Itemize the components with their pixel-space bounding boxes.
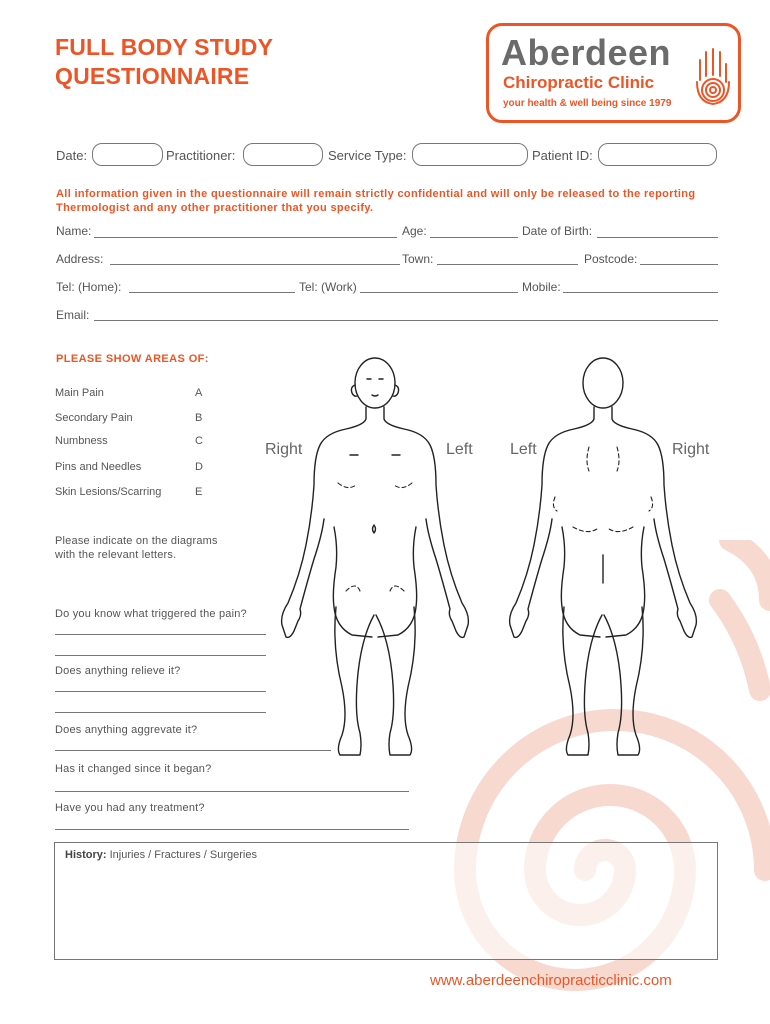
patient-id-label: Patient ID:	[532, 148, 593, 163]
answer-trigger-line-1[interactable]	[55, 634, 266, 635]
tel-work-label: Tel: (Work)	[299, 280, 357, 294]
area-label: Secondary Pain	[55, 412, 133, 424]
history-label	[65, 849, 257, 861]
answer-aggravate-line[interactable]	[55, 750, 331, 751]
dob-label: Date of Birth:	[522, 224, 593, 238]
area-row-main-pain	[55, 386, 215, 400]
email-label: Email:	[56, 308, 90, 322]
date-input[interactable]	[92, 143, 163, 166]
area-row-numbness	[55, 434, 215, 448]
area-letter: E	[195, 486, 203, 498]
question-aggravate: Does anything aggrevate it?	[55, 724, 198, 736]
logo-name: Aberdeen	[501, 32, 672, 73]
name-field[interactable]	[94, 237, 397, 238]
area-letter: C	[195, 435, 203, 447]
back-right-label: Right	[672, 441, 710, 458]
mobile-field[interactable]	[563, 292, 718, 293]
area-letter: B	[195, 412, 203, 424]
front-left-label: Left	[446, 441, 473, 458]
logo-subtitle: Chiropractic Clinic	[503, 73, 655, 92]
tel-home-field[interactable]	[129, 292, 295, 293]
question-trigger: Do you know what triggered the pain?	[55, 608, 247, 620]
history-box[interactable]	[54, 842, 718, 960]
history-label-bold: History:	[65, 849, 107, 861]
question-relieve: Does anything relieve it?	[55, 665, 181, 677]
email-field[interactable]	[94, 320, 718, 321]
age-label: Age:	[402, 224, 427, 238]
answer-treatment-line[interactable]	[55, 829, 409, 830]
address-label: Address:	[56, 252, 104, 266]
service-type-input[interactable]	[412, 143, 528, 166]
postcode-label: Postcode:	[584, 252, 638, 266]
confidentiality-notice: All information given in the questionnaire will remain strictly confidential and will only be released to the reporting Thermologist and any other practitioner that you specify.	[56, 188, 696, 214]
town-label: Town:	[402, 252, 434, 266]
answer-trigger-line-2[interactable]	[55, 655, 266, 656]
address-field[interactable]	[110, 264, 400, 265]
dob-field[interactable]	[597, 237, 718, 238]
service-type-label: Service Type:	[328, 148, 407, 163]
question-treatment: Have you had any treatment?	[55, 802, 205, 814]
title-line-2: QUESTIONNAIRE	[55, 63, 250, 89]
logo-tagline: your health & well being since 1979	[503, 98, 672, 109]
area-letter: D	[195, 461, 203, 473]
diagram-instruction-2: with the relevant letters.	[55, 549, 177, 561]
area-label: Pins and Needles	[55, 461, 142, 473]
back-body-diagram[interactable]	[505, 355, 700, 760]
history-label-rest: Injuries / Fractures / Surgeries	[106, 849, 257, 861]
hand-spiral-icon	[694, 46, 732, 108]
age-field[interactable]	[430, 237, 518, 238]
area-letter: A	[195, 387, 203, 399]
name-label: Name:	[56, 224, 92, 238]
area-row-secondary-pain	[55, 411, 215, 425]
area-row-skin-lesions	[55, 485, 215, 499]
page-title	[55, 33, 273, 91]
postcode-field[interactable]	[640, 264, 718, 265]
answer-relieve-line-1[interactable]	[55, 691, 266, 692]
diagram-instruction-1: Please indicate on the diagrams	[55, 535, 218, 547]
town-field[interactable]	[437, 264, 578, 265]
tel-work-field[interactable]	[360, 292, 518, 293]
website-link[interactable]: www.aberdeenchiropracticclinic.com	[430, 972, 672, 989]
question-changed: Has it changed since it began?	[55, 763, 212, 775]
area-label: Numbness	[55, 435, 108, 447]
patient-id-input[interactable]	[598, 143, 717, 166]
title-line-1: FULL BODY STUDY	[55, 34, 274, 60]
answer-relieve-line-2[interactable]	[55, 712, 266, 713]
clinic-logo	[486, 23, 741, 123]
areas-title: PLEASE SHOW AREAS OF:	[56, 353, 209, 365]
answer-changed-line[interactable]	[55, 791, 409, 792]
area-row-pins-needles	[55, 460, 215, 474]
area-label: Skin Lesions/Scarring	[55, 486, 162, 498]
front-body-diagram[interactable]	[280, 355, 470, 760]
practitioner-label: Practitioner:	[166, 148, 236, 163]
front-right-label: Right	[265, 441, 303, 458]
mobile-label: Mobile:	[522, 280, 561, 294]
practitioner-input[interactable]	[243, 143, 323, 166]
tel-home-label: Tel: (Home):	[56, 280, 122, 294]
date-label: Date:	[56, 148, 88, 163]
area-label: Main Pain	[55, 387, 104, 399]
back-left-label: Left	[510, 441, 537, 458]
